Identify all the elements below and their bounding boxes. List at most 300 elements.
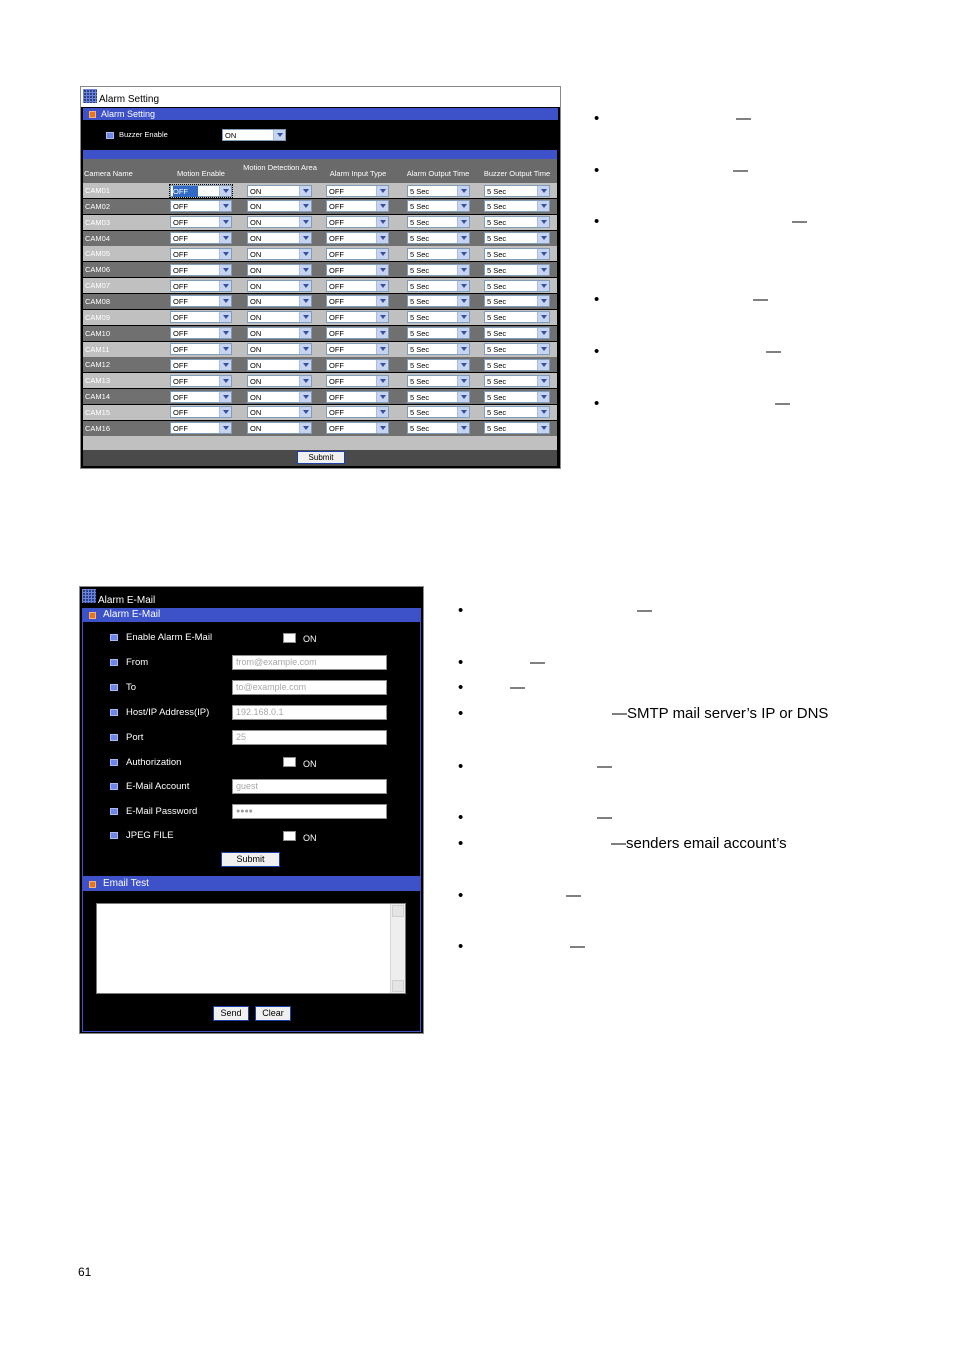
bullet-dot: • — [458, 679, 464, 696]
alarm-output-select[interactable] — [407, 343, 470, 355]
select-value: ON — [250, 218, 262, 228]
motion-enable-select[interactable] — [170, 232, 232, 244]
select-value: 5 Sec — [410, 186, 430, 196]
bullet-dot: • — [458, 809, 464, 826]
chevron-down-icon[interactable] — [219, 312, 231, 322]
motion-area-select[interactable] — [247, 406, 312, 418]
bullet-text: — — [637, 602, 652, 619]
chevron-down-icon[interactable] — [299, 344, 311, 354]
bullet-text: — — [753, 291, 768, 308]
chevron-down-icon[interactable] — [376, 407, 388, 417]
bullet-dot: • — [458, 887, 464, 904]
alarm-output-select[interactable] — [407, 280, 470, 292]
buzzer-output-select[interactable] — [484, 327, 550, 339]
select-value: 5 Sec — [487, 424, 507, 434]
motion-area-select[interactable] — [247, 216, 312, 228]
select-value: ON — [250, 408, 262, 418]
table-row — [83, 231, 557, 246]
alarm-output-select[interactable] — [407, 422, 470, 434]
bullet-dot: • — [458, 654, 464, 671]
chevron-down-icon[interactable] — [219, 281, 231, 291]
buzzer-output-select[interactable] — [484, 216, 550, 228]
bullet-text: — — [597, 758, 612, 775]
motion-area-select[interactable] — [247, 375, 312, 387]
table-row — [83, 389, 557, 404]
buzzer-output-select[interactable] — [484, 185, 550, 197]
bullet-text: — — [792, 213, 807, 230]
chevron-down-icon[interactable] — [299, 281, 311, 291]
select-value: OFF — [173, 360, 188, 370]
chevron-down-icon[interactable] — [376, 233, 388, 243]
alarm-output-select[interactable] — [407, 232, 470, 244]
table-row — [83, 326, 557, 341]
select-value: OFF — [329, 202, 344, 212]
select-value: ON — [250, 297, 262, 307]
buzzer-output-select[interactable] — [484, 232, 550, 244]
alarm-output-select[interactable] — [407, 200, 470, 212]
chevron-down-icon[interactable] — [219, 201, 231, 211]
table-row — [83, 183, 557, 198]
authorization-on-label: ON — [303, 759, 317, 769]
chevron-down-icon[interactable] — [299, 360, 311, 370]
chevron-down-icon[interactable] — [299, 328, 311, 338]
chevron-down-icon[interactable] — [299, 296, 311, 306]
chevron-down-icon[interactable] — [376, 376, 388, 386]
chevron-down-icon[interactable] — [457, 392, 469, 402]
chevron-down-icon[interactable] — [537, 312, 549, 322]
email-account-field[interactable]: guest — [232, 779, 387, 794]
chevron-down-icon[interactable] — [457, 423, 469, 433]
motion-enable-select[interactable] — [170, 327, 232, 339]
bullet-icon — [106, 132, 114, 139]
port-label: Port — [126, 732, 144, 743]
motion-area-select[interactable] — [247, 280, 312, 292]
buzzer-output-select[interactable] — [484, 295, 550, 307]
camera-name: CAM13 — [85, 376, 111, 386]
chevron-down-icon[interactable] — [537, 265, 549, 275]
chevron-down-icon[interactable] — [457, 376, 469, 386]
port-field[interactable]: 25 — [232, 730, 387, 745]
send-button[interactable]: Send — [213, 1006, 249, 1021]
buzzer-output-select[interactable] — [484, 311, 550, 323]
chevron-down-icon[interactable] — [376, 249, 388, 259]
grid-icon — [83, 89, 97, 103]
table-row — [83, 342, 557, 357]
chevron-down-icon[interactable] — [219, 186, 231, 196]
alarm-input-select[interactable] — [326, 200, 389, 212]
bullet-icon — [110, 684, 118, 691]
select-value: 5 Sec — [487, 329, 507, 339]
alarm-output-select[interactable] — [407, 264, 470, 276]
jpeg-file-label: JPEG FILE — [126, 830, 174, 841]
camera-name: CAM05 — [85, 249, 111, 259]
motion-enable-select[interactable] — [170, 422, 232, 434]
chevron-down-icon[interactable] — [537, 407, 549, 417]
alarm-output-select[interactable] — [407, 406, 470, 418]
email-password-label: E-Mail Password — [126, 806, 198, 817]
alarm-input-select[interactable] — [326, 406, 389, 418]
bullet-icon — [110, 709, 118, 716]
bullet-text: — — [775, 395, 790, 412]
select-value: 5 Sec — [410, 234, 430, 244]
motion-area-select[interactable] — [247, 185, 312, 197]
chevron-down-icon[interactable] — [537, 249, 549, 259]
camera-name: CAM04 — [85, 233, 111, 243]
chevron-down-icon[interactable] — [457, 265, 469, 275]
chevron-down-icon[interactable] — [537, 201, 549, 211]
authorization-label: Authorization — [126, 757, 182, 768]
section-bar — [82, 608, 421, 622]
chevron-down-icon[interactable] — [537, 328, 549, 338]
section-title: Alarm Setting — [101, 109, 156, 119]
select-value: OFF — [329, 249, 344, 259]
buzzer-output-select[interactable] — [484, 264, 550, 276]
chevron-down-icon[interactable] — [457, 217, 469, 227]
col-alarm-output: Alarm Output Time — [406, 169, 470, 178]
chevron-down-icon[interactable] — [299, 217, 311, 227]
motion-enable-select[interactable] — [170, 343, 232, 355]
chevron-down-icon[interactable] — [457, 249, 469, 259]
select-value: OFF — [173, 202, 188, 212]
alarm-output-select[interactable] — [407, 391, 470, 403]
chevron-down-icon[interactable] — [219, 360, 231, 370]
bullet-text: — — [736, 110, 751, 127]
alarm-input-select[interactable] — [326, 280, 389, 292]
chevron-down-icon[interactable] — [299, 392, 311, 402]
motion-area-select[interactable] — [247, 422, 312, 434]
table-row — [83, 278, 557, 293]
buzzer-output-select[interactable] — [484, 391, 550, 403]
bullet-icon — [110, 634, 118, 641]
bullet-text: — — [570, 938, 585, 955]
host-field[interactable]: 192.168.0.1 — [232, 705, 387, 720]
chevron-down-icon[interactable] — [219, 407, 231, 417]
motion-enable-select[interactable] — [170, 406, 232, 418]
chevron-down-icon[interactable] — [376, 312, 388, 322]
chevron-down-icon[interactable] — [299, 249, 311, 259]
motion-enable-select[interactable] — [170, 280, 232, 292]
chevron-down-icon[interactable] — [457, 328, 469, 338]
chevron-down-icon[interactable] — [219, 392, 231, 402]
enable-email-label: Enable Alarm E-Mail — [126, 632, 213, 643]
select-value: OFF — [173, 234, 188, 244]
motion-area-select[interactable] — [247, 327, 312, 339]
select-value: OFF — [173, 265, 188, 275]
chevron-down-icon[interactable] — [273, 130, 285, 140]
chevron-down-icon[interactable] — [376, 423, 388, 433]
camera-name: CAM12 — [85, 360, 111, 370]
clear-button[interactable]: Clear — [255, 1006, 291, 1021]
chevron-down-icon[interactable] — [299, 201, 311, 211]
submit-button[interactable]: Submit — [297, 451, 345, 464]
table-row — [83, 215, 557, 230]
chevron-down-icon[interactable] — [537, 423, 549, 433]
chevron-down-icon[interactable] — [376, 265, 388, 275]
chevron-down-icon[interactable] — [537, 376, 549, 386]
select-value: 5 Sec — [487, 281, 507, 291]
chevron-down-icon[interactable] — [537, 296, 549, 306]
select-value: OFF — [329, 234, 344, 244]
camera-name: CAM02 — [85, 201, 111, 211]
chevron-down-icon[interactable] — [219, 233, 231, 243]
bullet-dot: • — [594, 343, 600, 360]
alarm-input-select[interactable] — [326, 232, 389, 244]
chevron-down-icon[interactable] — [299, 186, 311, 196]
bullet-dot: • — [594, 110, 600, 127]
chevron-down-icon[interactable] — [219, 265, 231, 275]
scroll-up-icon[interactable] — [392, 905, 404, 917]
chevron-down-icon[interactable] — [537, 392, 549, 402]
select-value: OFF — [173, 345, 188, 354]
enable-email-on-label: ON — [303, 634, 317, 644]
alarm-input-select[interactable] — [326, 391, 389, 403]
alarm-input-select[interactable] — [326, 216, 389, 228]
bullet-icon — [110, 759, 118, 766]
chevron-down-icon[interactable] — [219, 296, 231, 306]
motion-area-select[interactable] — [247, 248, 312, 260]
chevron-down-icon[interactable] — [537, 217, 549, 227]
enable-email-checkbox[interactable] — [283, 633, 296, 643]
select-value: OFF — [173, 249, 188, 259]
select-value: ON — [250, 249, 262, 259]
chevron-down-icon[interactable] — [299, 376, 311, 386]
buzzer-output-select[interactable] — [484, 359, 550, 371]
authorization-checkbox[interactable] — [283, 757, 296, 767]
table-row — [83, 421, 557, 436]
grid-icon — [82, 589, 96, 603]
col-motion-area: Motion Detection Area — [243, 163, 317, 172]
motion-enable-select[interactable] — [170, 359, 232, 371]
alarm-input-select[interactable] — [326, 327, 389, 339]
alarm-input-select[interactable] — [326, 422, 389, 434]
alarm-output-select[interactable] — [407, 216, 470, 228]
chevron-down-icon[interactable] — [457, 344, 469, 354]
chevron-down-icon[interactable] — [376, 281, 388, 291]
motion-enable-select[interactable] — [170, 185, 232, 197]
section-bar — [83, 108, 558, 120]
to-label: To — [126, 682, 137, 693]
select-value: 5 Sec — [487, 186, 507, 196]
motion-area-select[interactable] — [247, 232, 312, 244]
chevron-down-icon[interactable] — [376, 344, 388, 354]
chevron-down-icon[interactable] — [299, 312, 311, 322]
bullet-dot: • — [458, 835, 464, 852]
alarm-input-select[interactable] — [326, 295, 389, 307]
select-value: ON — [250, 265, 262, 275]
select-value: OFF — [329, 186, 344, 196]
bullet-icon — [110, 832, 118, 839]
camera-name: CAM07 — [85, 281, 111, 291]
alarm-input-select[interactable] — [326, 375, 389, 387]
select-value: OFF — [329, 218, 344, 228]
select-value: 5 Sec — [487, 234, 507, 244]
motion-enable-select[interactable] — [170, 248, 232, 260]
bullet-dot: • — [458, 705, 464, 722]
select-value: 5 Sec — [487, 392, 507, 402]
select-value: 5 Sec — [487, 345, 507, 354]
section-icon — [89, 111, 96, 118]
table-row — [83, 262, 557, 277]
email-test-bar — [82, 877, 421, 891]
select-value: 5 Sec — [410, 408, 430, 418]
alarm-input-select[interactable] — [326, 248, 389, 260]
chevron-down-icon[interactable] — [219, 328, 231, 338]
alarm-output-select[interactable] — [407, 185, 470, 197]
chevron-down-icon[interactable] — [537, 281, 549, 291]
alarm-output-select[interactable] — [407, 311, 470, 323]
chevron-down-icon[interactable] — [376, 360, 388, 370]
select-value: 5 Sec — [410, 297, 430, 307]
table-row — [83, 405, 557, 420]
buzzer-enable-label: Buzzer Enable — [119, 130, 168, 139]
motion-area-select[interactable] — [247, 359, 312, 371]
chevron-down-icon[interactable] — [376, 201, 388, 211]
chevron-down-icon[interactable] — [219, 376, 231, 386]
alarm-input-select[interactable] — [326, 311, 389, 323]
chevron-down-icon[interactable] — [219, 217, 231, 227]
camera-name: CAM08 — [85, 296, 111, 306]
select-value: 5 Sec — [410, 376, 430, 386]
motion-area-select[interactable] — [247, 295, 312, 307]
select-value: 5 Sec — [410, 265, 430, 275]
buzzer-output-select[interactable] — [484, 422, 550, 434]
alarm-input-select[interactable] — [326, 359, 389, 371]
select-value: OFF — [173, 424, 188, 434]
chevron-down-icon[interactable] — [219, 344, 231, 354]
alarm-input-select[interactable] — [326, 264, 389, 276]
chevron-down-icon[interactable] — [457, 233, 469, 243]
chevron-down-icon[interactable] — [537, 233, 549, 243]
motion-area-select[interactable] — [247, 200, 312, 212]
camera-name: CAM15 — [85, 407, 111, 417]
bullet-icon — [110, 783, 118, 790]
bullet-dot: • — [594, 213, 600, 230]
chevron-down-icon[interactable] — [457, 360, 469, 370]
select-value: ON — [250, 234, 262, 244]
alarm-output-select[interactable] — [407, 327, 470, 339]
chevron-down-icon[interactable] — [457, 407, 469, 417]
select-value: OFF — [329, 265, 344, 275]
select-value: OFF — [329, 329, 344, 339]
alarm-input-select[interactable] — [326, 185, 389, 197]
select-value: OFF — [173, 297, 188, 307]
select-value: OFF — [329, 313, 344, 323]
chevron-down-icon[interactable] — [537, 186, 549, 196]
chevron-down-icon[interactable] — [376, 392, 388, 402]
motion-area-select[interactable] — [247, 343, 312, 355]
motion-enable-select[interactable] — [170, 311, 232, 323]
chevron-down-icon[interactable] — [299, 423, 311, 433]
motion-area-select[interactable] — [247, 391, 312, 403]
chevron-down-icon[interactable] — [376, 217, 388, 227]
select-value: OFF — [329, 281, 344, 291]
chevron-down-icon[interactable] — [537, 360, 549, 370]
buzzer-enable-select[interactable] — [222, 129, 286, 141]
chevron-down-icon[interactable] — [376, 328, 388, 338]
scroll-down-icon[interactable] — [392, 980, 404, 992]
alarm-output-select[interactable] — [407, 359, 470, 371]
camera-name: CAM14 — [85, 392, 111, 402]
jpeg-file-checkbox[interactable] — [283, 831, 296, 841]
bullet-dot: • — [458, 758, 464, 775]
select-value: OFF — [173, 376, 188, 386]
select-value: 5 Sec — [487, 313, 507, 323]
motion-area-select[interactable] — [247, 264, 312, 276]
col-motion-enable: Motion Enable — [177, 169, 225, 178]
submit-button[interactable]: Submit — [221, 852, 280, 867]
email-test-log[interactable] — [96, 903, 406, 994]
motion-enable-select[interactable] — [170, 295, 232, 307]
table-row — [83, 294, 557, 309]
buzzer-output-select[interactable] — [484, 406, 550, 418]
alarm-output-select[interactable] — [407, 295, 470, 307]
email-password-field[interactable]: ●●●● — [232, 804, 387, 819]
alarm-email-titlebar — [80, 587, 423, 608]
chevron-down-icon[interactable] — [376, 186, 388, 196]
chevron-down-icon[interactable] — [299, 407, 311, 417]
buzzer-output-select[interactable] — [484, 280, 550, 292]
bullet-dot: • — [594, 162, 600, 179]
motion-enable-select[interactable] — [170, 375, 232, 387]
chevron-down-icon[interactable] — [376, 296, 388, 306]
chevron-down-icon[interactable] — [299, 265, 311, 275]
chevron-down-icon[interactable] — [457, 186, 469, 196]
chevron-down-icon[interactable] — [219, 423, 231, 433]
select-value: OFF — [173, 329, 188, 339]
chevron-down-icon[interactable] — [537, 344, 549, 354]
camera-name: CAM06 — [85, 265, 111, 275]
buzzer-output-select[interactable] — [484, 248, 550, 260]
motion-enable-select[interactable] — [170, 216, 232, 228]
chevron-down-icon[interactable] — [299, 233, 311, 243]
select-value: 5 Sec — [487, 249, 507, 259]
scrollbar[interactable] — [390, 904, 405, 993]
chevron-down-icon[interactable] — [457, 296, 469, 306]
buzzer-output-select[interactable] — [484, 343, 550, 355]
host-label: Host/IP Address(IP) — [126, 707, 210, 718]
motion-enable-select[interactable] — [170, 391, 232, 403]
motion-enable-select[interactable] — [170, 200, 232, 212]
buzzer-output-select[interactable] — [484, 375, 550, 387]
chevron-down-icon[interactable] — [457, 312, 469, 322]
bullet-text: — — [597, 809, 612, 826]
jpeg-file-on-label: ON — [303, 833, 317, 843]
chevron-down-icon[interactable] — [457, 281, 469, 291]
alarm-output-select[interactable] — [407, 375, 470, 387]
bullet-text: — — [510, 679, 525, 696]
chevron-down-icon[interactable] — [219, 249, 231, 259]
alarm-input-select[interactable] — [326, 343, 389, 355]
to-field[interactable]: to@example.com — [232, 680, 387, 695]
select-value: OFF — [173, 392, 188, 402]
bullet-dot: • — [458, 602, 464, 619]
chevron-down-icon[interactable] — [457, 201, 469, 211]
select-value: ON — [250, 186, 262, 196]
bullet-text: — — [566, 887, 581, 904]
bullet-dot: • — [594, 395, 600, 412]
table-row — [83, 357, 557, 372]
from-field[interactable]: from@example.com — [232, 655, 387, 670]
buzzer-output-select[interactable] — [484, 200, 550, 212]
select-value: ON — [250, 360, 262, 370]
motion-area-select[interactable] — [247, 311, 312, 323]
motion-enable-select[interactable] — [170, 264, 232, 276]
col-camera-name: Camera Name — [84, 169, 133, 178]
select-value: ON — [250, 313, 262, 323]
window-title: Alarm E-Mail — [98, 595, 156, 606]
select-value: 5 Sec — [487, 376, 507, 386]
alarm-output-select[interactable] — [407, 248, 470, 260]
